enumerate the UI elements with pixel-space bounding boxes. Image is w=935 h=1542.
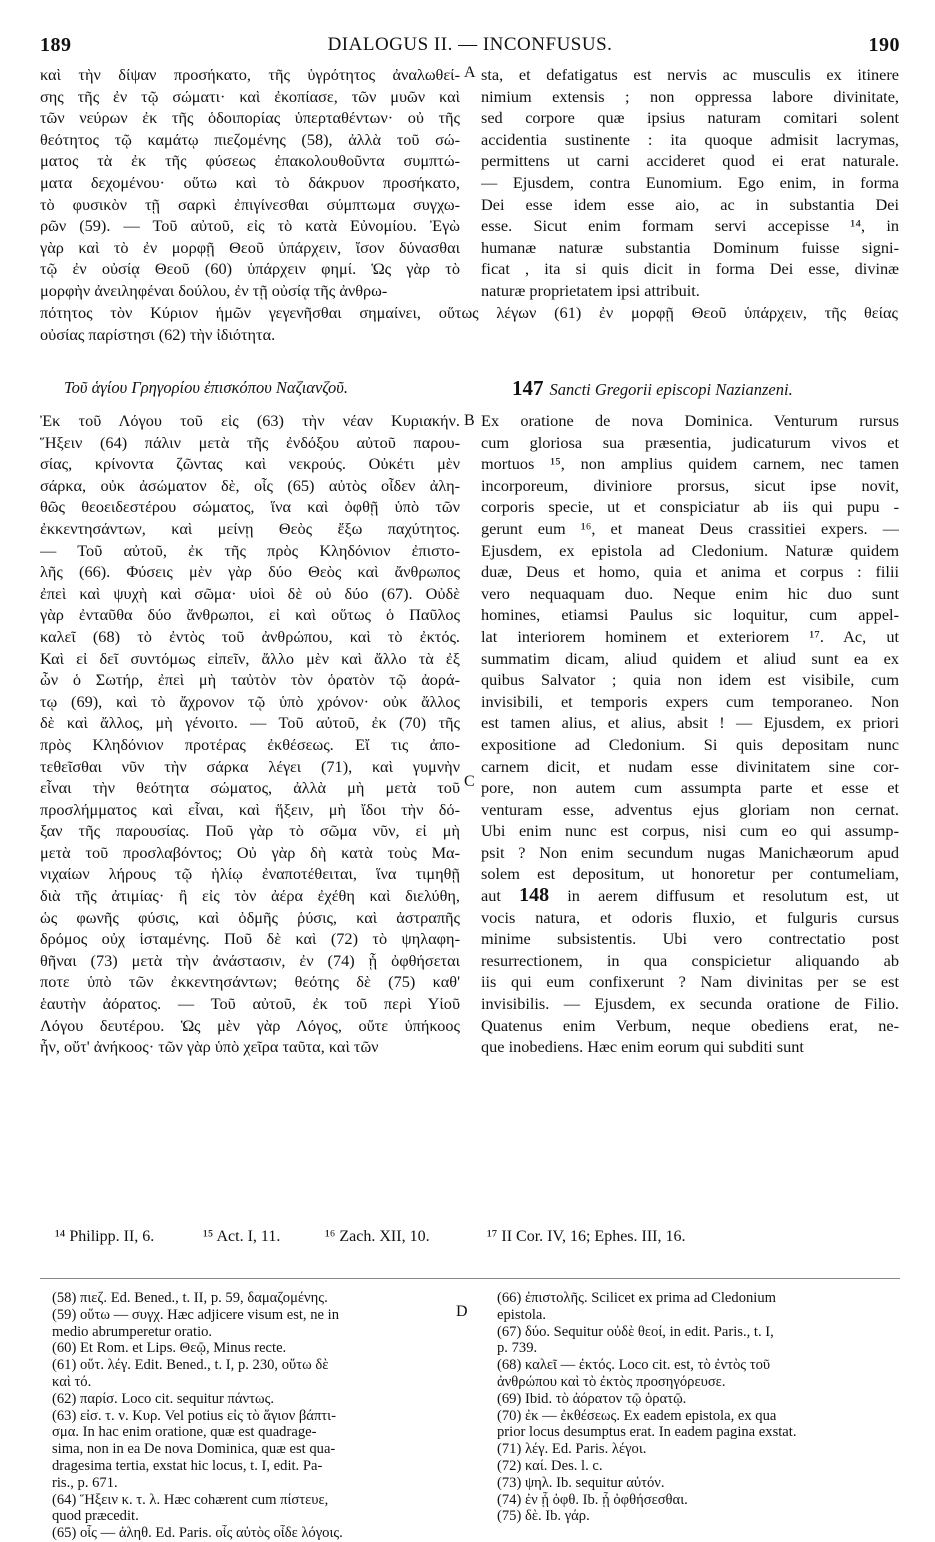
text-line: humanæ naturæ substantia Dominum fuisse signi- [481,237,899,257]
text-line: σης τῆς ἐν τῷ σώματι· καὶ ἐκοπίασε, τῶν μυῶν καὶ [40,86,460,106]
footnote-line: ris., p. 671. [52,1474,118,1491]
text-line: μορφὴν ἀνειληφέναι δούλου, ἐν τῇ οὐσίᾳ τῆς ἀνθρω- [40,280,388,300]
text-line: que inobediens. Hæc enim eorum qui subditi sunt [481,1037,804,1057]
footnote-line: dragesima tertia, exstat hic locus, t. I, edit. Pa- [52,1457,323,1474]
text-line: Ἐκ τοῦ Λόγου τοῦ εἰς (63) τὴν νέαν Κυριακήν. [40,411,460,430]
footnotes-left [52,1290,472,1542]
footnote-line: medio abrumperetur oratio. [52,1323,213,1340]
footnote-line: (74) ἐν ᾗ ὀφθ. Ib. ᾗ ὀφθήσεσθαι. [497,1491,688,1508]
text-line: ματα δεχομένου· οὕτω καὶ τὸ δάκρυον προσήκατο, [40,172,460,192]
margin-letter-b: B [464,412,475,429]
text-line: ἐκκεντησάντων, καὶ μείνῃ Θεὸς ἔξω παχύτητος. [40,518,460,538]
running-head [40,34,900,60]
footnote-line: (75) δὲ. Ib. γάρ. [497,1508,590,1525]
scripture-ref: ¹⁷ II Cor. IV, 16; Ephes. III, 16. [487,1228,686,1245]
text-line: minime subsistentis. Ubi vero contrectatio post [481,929,899,949]
text-line: aut 148 in aerem diffusum et resolutum est, ut [481,885,899,907]
text-line: καὶ τὴν δίψαν προσήκατο, τῆς ὑγρότητος ἀναλωθεί- [40,65,460,84]
text-line: νιχαίων λήρους τῷ ἡλίῳ ἐναποτέθειται, ἵνα τιμηθῇ [40,864,460,884]
text-line: ἦν, οὔτ' ἀνήκοος· τῶν γὰρ ὑπὸ χεῖρα ταῦτα, καὶ τῶν [40,1037,379,1057]
footnote-line: sima, non in ea De nova Dominica, quæ est qua- [52,1441,336,1458]
text-line: μετὰ τοῦ προσλαβόντος; Οὐ γὰρ δὴ κατὰ τοὺς Μα- [40,842,460,862]
text-line: iis qui eum confixerunt ? Nam divinitas per se est [481,972,899,992]
text-line: lat interiorem hominem et exteriorem ¹⁷. Ac, ut [481,626,899,646]
text-line: θῆναι (73) μετὰ τὴν ἀνάστασιν, ἐν (74) ᾗ ὀφθήσεται [40,950,460,970]
text-line: γὰρ ἐνταῦθα δύο ἄνθρωποι, εἰ καὶ οὕτως ὁ Παῦλος [40,605,460,625]
text-line: ξαν τῆς παρουσίας. Ποῦ γὰρ τὸ σῶμα νῦν, εἰ μὴ [40,821,460,841]
footnote-line: (65) οἷς — ἀληθ. Ed. Paris. οἷς αὐτὸς οἶδε λόγοις. [52,1525,343,1542]
text-line: καλεῖ (68) τὸ ἐντὸς τοῦ ἀνθρώπου, καὶ τὸ ἐκτός. [40,626,460,646]
text-line: Dei esse idem esse aio, ac in substantia Dei [481,194,899,214]
text-line: τῶν νεύρων ἐκ τῆς ὁδοιπορίας ὑπερταθέντων· οὐ τῆς [40,108,460,128]
text-line: δὲ καὶ ἄλλος, μὴ γένοιτο. — Τοῦ αὐτοῦ, ἐκ (70) τῆς [40,713,460,733]
footnotes-right [497,1290,902,1525]
section-heading-latin [512,376,793,401]
text-line: psit ? Non enim secundum nugas Manichæorum apud [481,842,899,862]
text-line: σίας, κρίνοντα ζῶντας καὶ νεκρούς. Οὐκέτι μὲν [40,454,460,474]
text-line: solem est depositum, ut honoretur per contumeliam, [481,864,899,884]
text-line: gerunt eum ¹⁶, et maneat Deus crassitiei expers. — [481,518,899,538]
page-number-left: 189 [40,34,72,56]
text-line: Λόγου δευτέρου. Ὡς μὲν γὰρ Λόγος, οὔτε ὑπήκοος [40,1015,460,1035]
page-number-right: 190 [868,34,900,56]
text-line: πρὸς Κληδόνιον προτέρας ἐκθέσεως. Εἴ τις ἀπο- [40,734,460,754]
text-line: venturam esse, adventus ejus gloriam non cernat. [481,799,899,819]
text-line: Ubi enim nunc est corpus, nisi cum eo qui assump- [481,821,899,841]
footnote-line: (62) παρίσ. Loco cit. sequitur πάντως. [52,1390,275,1407]
text-line: carnem dicit, et nudam esse divinitatem sine cor- [481,756,899,776]
text-line: ficat , ita si quis dicit in forma Dei esse, divinæ [481,259,899,279]
scripture-ref: ¹⁴ Philipp. II, 6. [55,1228,155,1245]
text-line: Ἥξειν (64) πάλιν μετὰ τῆς ἐνδόξου αὐτοῦ παρου- [40,432,460,452]
text-line: vocis natura, et odoris fluxio, et fulguris cursus [481,907,899,927]
margin-letter-a: A [464,64,476,81]
footnote-line: (66) ἐπιστολῆς. Scilicet ex prima ad Cledonium [497,1290,777,1306]
footnote-line: (64) Ἥξειν κ. τ. λ. Hæc cohærent cum πίστευε, [52,1491,329,1508]
text-line: vero nequaquam duo. Neque enim hic duo sunt [481,583,899,603]
text-line: Ejusdem, ex epistola ad Cledonium. Naturæ quidem [481,540,899,560]
text-line: διὰ τῆς ἀτιμίας· ἢ εἰς τὸν ἀέρα ἐχέθη καὶ διελύθη, [40,886,460,906]
upper-greek-column [40,64,460,302]
text-line: invisibili, et temporis expers cum temporaneo. Non [481,691,899,711]
text-line: duæ, Deus et homo, quia et anima et corpus : filii [481,562,899,582]
text-line: προσλήμματος καὶ εἶναι, καὶ ἥξειν, μὴ ἴδοι τὴν δό- [40,799,460,819]
text-line: τὸ φυσικὸν τῇ σαρκὶ ἐπιγίνεσθαι σύμπτωμα συγχω- [40,194,460,214]
scripture-ref: ¹⁵ Act. I, 11. [203,1228,281,1245]
footnote-line: (72) καί. Des. l. c. [497,1457,603,1474]
footnote-line: (70) ἐκ — ἐκθέσεως. Ex eadem epistola, ex qua [497,1407,777,1424]
text-line: ἑαυτὴν ἀόρατος. — Τοῦ αὐτοῦ, ἐκ τοῦ περὶ Υἱοῦ [40,994,460,1014]
text-line: invisibilis. — Ejusdem, ex secunda oratione de Filio. [481,994,899,1014]
text-line: θεότητος τῷ καμάτῳ πιεζομένης (58), ἀλλὰ τοῦ σώ- [40,129,460,149]
scripture-ref: ¹⁶ Zach. XII, 10. [325,1228,430,1245]
text-line: ματος τὰ ἐκ τῆς φύσεως ἐπακολουθοῦντα συμπτώ- [40,151,460,171]
text-line: — Ejusdem, contra Eunomium. Ego enim, in forma [481,172,899,192]
footnote-line: (61) οὕτ. λέγ. Edit. Bened., t. I, p. 230, οὕτω δὲ [52,1357,329,1374]
text-line: permittens ut carni accideret quod ei erat naturale. [481,151,899,171]
text-line: ὡς φωνῆς φύσις, καὶ ὀδμῆς ῥύσις, καὶ ἀστραπῆς [40,907,460,927]
text-line: nimium extensis ; non oppressa labore divinitate, [481,86,899,106]
text-line: τεθεῖσθαι νῦν τὴν σάρκα λέγει (71), καὶ γυμνὴν [40,756,460,776]
text-line: λῆς (66). Φύσεις μὲν γὰρ δύο Θεὸς καὶ ἄνθρωπος [40,562,460,582]
text-line: σάρκα, οὐκ ἀσώματον δὲ, οἷς (65) αὐτὸς οἶδεν ἀλη- [40,475,460,495]
text-line: summatim dicam, aliud quidem et aliud sunt ea ex [481,648,899,668]
text-line: esse. Sicut enim formam servi accepisse ¹⁴, in [481,216,899,236]
text-line: γὰρ καὶ τὸ ἐν μορφῇ Θεοῦ ὑπάρχειν, ἴσον δύνασθαι [40,237,460,257]
footnote-line: καὶ τό. [52,1373,92,1390]
section-heading-latin-text: Sancti Gregorii episcopi Nazianzeni. [549,380,793,399]
footnote-line: (73) ψηλ. Ib. sequitur αὐτόν. [497,1474,665,1491]
text-line: incorporeum, diviniore prorsus, sicut ipse novit, [481,475,899,495]
footnote-line: prior locus desumptus erat. In eadem pagina exstat. [497,1424,797,1441]
footnote-line: (60) Et Rom. et Lips. Θεῷ, Minus recte. [52,1340,287,1357]
footnote-line: (58) πιεζ. Ed. Bened., t. II, p. 59, δαμαζομένης. [52,1290,328,1306]
full-width-line: οὐσίας παρίστησι (62) τὴν ἰδιότητα. [40,325,276,344]
text-line: δρόμος οὐχ ἱσταμένης. Ποῦ δὲ καὶ (72) τὸ ψηλαφη- [40,929,460,949]
text-line: τῷ ἐν οὐσίᾳ Θεοῦ (60) ὑπάρχειν φημί. Ὡς γὰρ τὸ [40,259,460,279]
text-line: Καὶ εἰ δεῖ συντόμως εἰπεῖν, ἄλλο μὲν καὶ ἄλλο τὰ ἐξ [40,648,460,668]
footnote-line: (71) λέγ. Ed. Paris. λέγοι. [497,1441,647,1458]
text-line: εἶναι τὴν θεότητα σώματος, ἀλλὰ μὴ μετὰ τοῦ [40,778,460,798]
text-line: resurrectionem, in qua conspicietur aliquando ab [481,950,899,970]
margin-letter-c: C [464,773,475,790]
text-line: ἐπεὶ καὶ ψυχὴ καὶ σῶμα· υἱοὶ δὲ οὐ δύο (67). Οὐδὲ [40,583,460,603]
text-line: est tamen alius, et alius, absit ! — Ejusdem, ex priori [481,713,899,733]
footnote-line: p. 739. [497,1340,538,1357]
text-line: homines, etiamsi Paulus sic loquitur, cum appel- [481,605,899,625]
section-heading-greek: Τοῦ ἁγίου Γρηγορίου ἐπισκόπου Ναζιανζοῦ. [64,378,348,397]
text-line: — Τοῦ αὐτοῦ, ἐκ τῆς πρὸς Κληδόνιον ἐπιστο- [40,540,460,560]
text-line: cum gloriosa sua præsentia, judicaturum vivos et [481,432,899,452]
lower-latin-column [481,410,899,1058]
text-line: τῳ (69), καὶ τὸ ἄχρονον τῷ ὑπὸ χρόνον· οὐκ ἄλλος [40,691,460,711]
footnote-line: ἀνθρώπου καὶ τὸ ἐκτὸς προσηγόρευσε. [497,1373,726,1390]
footnote-line: epistola. [497,1306,547,1323]
text-line: Ex oratione de nova Dominica. Venturum rursus [481,411,899,430]
text-line: ρῶν (59). — Τοῦ αὐτοῦ, εἰς τὸ κατὰ Εὐνομίου. Ἐγὼ [40,216,460,236]
text-line: pore, non autem cum assumpta parte et esse et [481,778,899,798]
full-width-line: πότητος τὸν Κύριον ἡμῶν γεγενῆσθαι σημαίνει, οὕτως λέγων (61) ἐν μορφῇ Θεοῦ ὑπάρχειν, τῆς θείας [40,303,898,322]
text-line: naturæ proprietatem ipsi attribuit. [481,280,700,300]
text-line: ὧν ὁ Σωτήρ, ἐπεὶ μὴ ταὐτὸν τὸν ὁρατὸν τῷ ἀορά- [40,670,460,690]
text-line: corporis specie, ut et conspiciatur ab iis qui pupu - [481,497,899,517]
footnote-line: (68) καλεῖ — ἐκτός. Loco cit. est, τὸ ἐντὸς τοῦ [497,1357,771,1374]
footnote-rule [40,1278,900,1279]
text-line: ποτε ὑπὸ τῶν ἐκκεντησάντων; θεότης δὲ (75) καθ' [40,972,460,992]
margin-letter-d: D [456,1303,468,1320]
upper-latin-column [481,64,899,302]
footnote-line: (69) Ibid. τὸ ἀόρατον τῷ ὁρατῷ. [497,1390,687,1407]
footnote-line: σμα. In hac enim oratione, quæ est quadrage- [52,1424,317,1441]
column-number-148: 148 [519,885,550,907]
column-number-147: 147 [512,376,544,400]
text-line: Quatenus enim Verbum, neque obediens erat, ne- [481,1015,899,1035]
text-line: sed corpore quæ ipsius naturam comitari solent [481,108,899,128]
text-line: sta, et defatigatus est nervis ac musculis ex itinere [481,65,899,84]
text-line: θῶς θεοειδεστέρου σώματος, ἵνα καὶ ὀφθῇ ὑπὸ τῶν [40,497,460,517]
text-line: accidentia sustinente : ita quoque admisit lacrymas, [481,129,899,149]
lower-greek-column [40,410,460,1058]
running-title: DIALOGUS II. — INCONFUSUS. [327,34,613,55]
footnote-line: quod præcedit. [52,1508,139,1525]
footnote-line: (63) εἰσ. τ. ν. Κυρ. Vel potius εἰς τὸ ἅγιον βάπτι- [52,1407,336,1424]
footnote-line: (59) οὕτω — συγχ. Hæc adjicere visum est, ne in [52,1306,339,1323]
text-line: mortuos ¹⁵, non amplius quidem carnem, nec tamen [481,454,899,474]
text-line: expositione ad Cledonium. Si quis depositam nunc [481,734,899,754]
text-line: quibus Salvator ; quia non idem est visibile, cum [481,670,899,690]
footnote-line: (67) δύο. Sequitur οὐδὲ θεοί, in edit. Paris., t. I, [497,1323,774,1340]
